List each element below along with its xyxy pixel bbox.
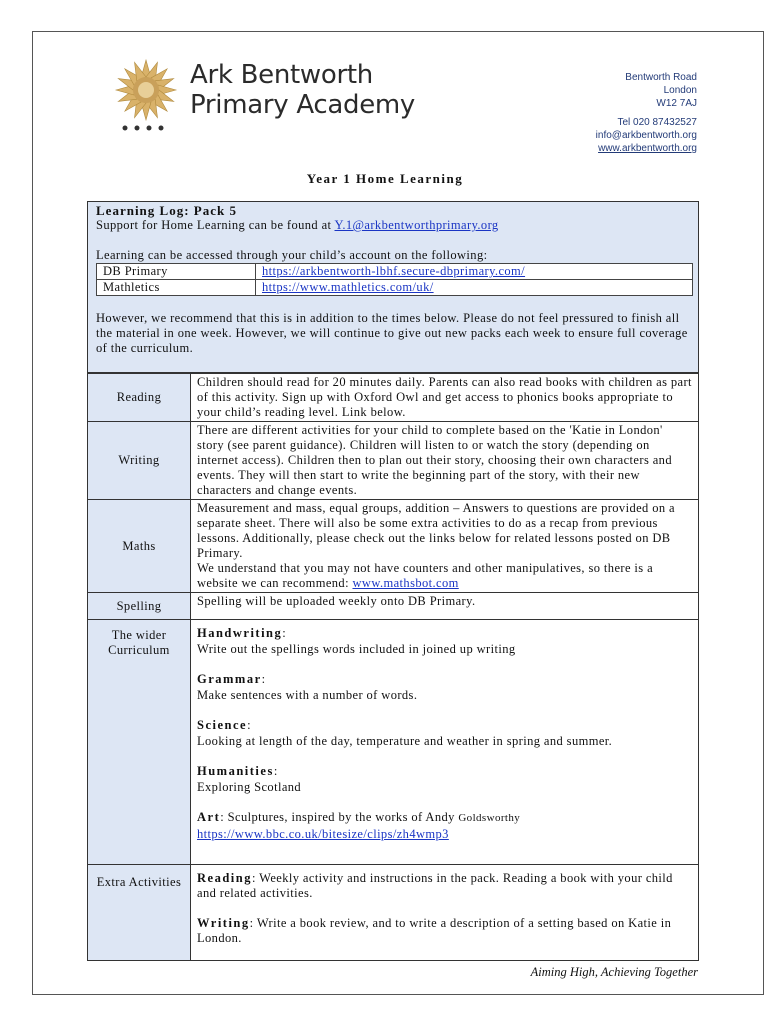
mathletics-link[interactable]: https://www.mathletics.com/uk/ — [262, 280, 434, 294]
handwriting-text: Write out the spellings words included in joined up writing — [197, 641, 516, 656]
grammar-label: Grammar — [197, 672, 262, 686]
subject-spelling: Spelling — [88, 593, 191, 620]
table-row — [97, 264, 693, 280]
maths-cell — [191, 500, 699, 593]
address-line2: London — [663, 85, 697, 96]
telephone: Tel 020 87432527 — [617, 117, 697, 128]
handwriting-label: Handwriting — [197, 626, 283, 640]
links-table — [96, 263, 693, 296]
art-name: Goldsworthy — [458, 812, 521, 824]
bbc-bitesize-link[interactable]: https://www.bbc.co.uk/bitesize/clips/zh4wmp3 — [197, 826, 449, 841]
extra-reading-text: : Weekly activity and instructions in the pack. Reading a book with your child and related activities. — [197, 871, 673, 900]
art-label: Art — [197, 810, 221, 824]
school-website-link[interactable]: www.arkbentworth.org — [598, 143, 697, 154]
subjects-table — [87, 373, 699, 961]
science-label: Science — [197, 718, 248, 732]
wider-curriculum-cell: Handwriting: Write out the spellings words included in joined up writing Grammar: Make sentences with a number of words. Science: Looking at length of the day, temperature and weather in spring and summer. Humanities: Exploring Scotland Art: Sculptures, inspired by the works of Andy Goldsworthy https://www.bbc.co.uk/bitesize/clips/zh4wmp3 — [191, 620, 699, 865]
recommendation-note: However, we recommend that this is in addition to the times below. Please do not feel pressured to finish all the material in one week. However, we will continue to give out new packs each week to ensure full coverage of the curriculum. — [96, 311, 688, 355]
page-title: Year 1 Home Learning — [306, 171, 464, 186]
subject-writing: Writing — [88, 422, 191, 500]
mathsbot-link[interactable]: www.mathsbot.com — [352, 576, 459, 590]
grammar-text: Make sentences with a number of words. — [197, 687, 418, 702]
extra-reading-label: Reading — [197, 871, 252, 885]
table-row — [88, 593, 699, 620]
subject-wider-curriculum: The wider Curriculum — [88, 620, 191, 865]
learning-log-heading: Learning Log: Pack 5 — [96, 203, 237, 218]
subject-maths: Maths — [88, 500, 191, 593]
art-text: : Sculptures, inspired by the works of Andy — [220, 810, 459, 824]
school-logo-icon — [108, 58, 186, 136]
footer-motto: Aiming High, Achieving Together — [530, 965, 698, 979]
access-text: Learning can be accessed through your child’s account on the following: — [96, 248, 488, 262]
table-row — [88, 865, 699, 961]
address-line3: W12 7AJ — [656, 98, 697, 109]
table-row — [97, 280, 693, 296]
support-text — [96, 218, 690, 233]
school-email: info@arkbentworth.org — [595, 130, 697, 141]
support-prefix: Support for Home Learning can be found at — [96, 218, 335, 232]
writing-text: There are different activities for your child to complete based on the 'Katie in London' story (see parent guidance). Children will listen to or watch the story (depending on internet access). Children then to plan out their story, choosing their own characters and events. They will then start to write the beginning part of the story, with their new characters and change events. — [191, 422, 699, 500]
science-text: Looking at length of the day, temperature and weather in spring and summer. — [197, 733, 613, 748]
table-row — [88, 422, 699, 500]
school-name — [190, 60, 415, 120]
school-address — [596, 71, 697, 155]
extra-writing-text: : Write a book review, and to write a description of a setting based on Katie in London. — [197, 916, 672, 945]
spelling-text: Spelling will be uploaded weekly onto DB Primary. — [191, 593, 699, 620]
maths-text-2 — [197, 561, 692, 591]
learning-log-box — [87, 201, 699, 373]
table-row — [88, 500, 699, 593]
extra-writing-label: Writing — [197, 916, 250, 930]
link-name: DB Primary — [97, 264, 256, 280]
support-email-link[interactable]: Y.1@arkbentworthprimary.org — [334, 218, 499, 232]
extra-activities-cell — [191, 865, 699, 961]
table-row — [88, 620, 699, 865]
reading-text: Children should read for 20 minutes daily. Parents can also read books with children as part of this activity. Sign up with Oxford Owl and get access to phonics books appropriate to your child’s reading level. Link below. — [191, 374, 699, 422]
db-primary-link[interactable]: https://arkbentworth-lbhf.secure-dbprimary.com/ — [262, 264, 526, 278]
school-name-line2: Primary Academy — [190, 90, 416, 120]
humanities-text: Exploring Scotland — [197, 779, 302, 794]
link-name: Mathletics — [97, 280, 256, 296]
school-name-line1: Ark Bentworth — [190, 60, 373, 90]
maths-text: Measurement and mass, equal groups, addition – Answers to questions are provided on a separate sheet. There will also be some extra activities to do as a recap from previous lessons. Additionally, please check out the links below for related lessons posted on DB Primary. — [197, 501, 676, 560]
subject-reading: Reading — [88, 374, 191, 422]
table-row — [88, 374, 699, 422]
humanities-label: Humanities — [197, 764, 274, 778]
maths-text-2-prefix: We understand that you may not have counters and other manipulatives, so there is a website we can recommend: — [197, 561, 654, 590]
subject-extra-activities: Extra Activities — [88, 865, 191, 961]
address-line1: Bentworth Road — [625, 72, 697, 83]
